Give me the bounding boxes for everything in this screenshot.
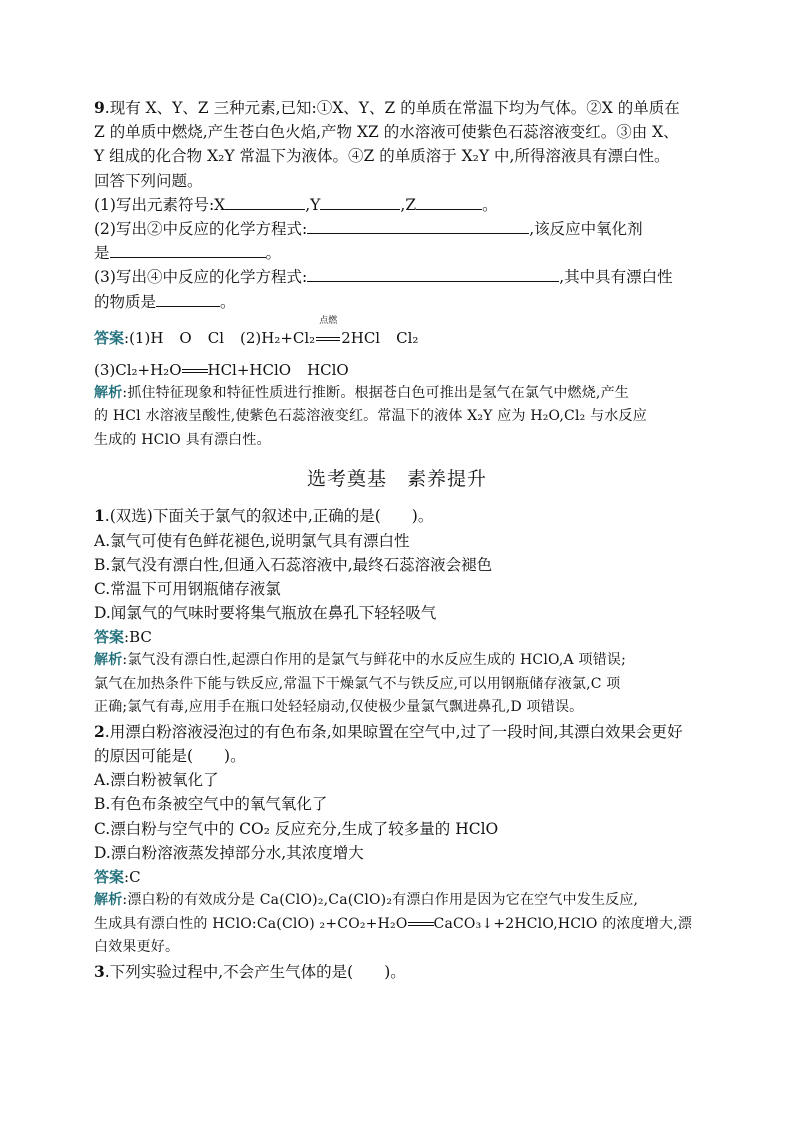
q9-sub3-line2: 的物质是 。 [94, 290, 700, 314]
question-9 [94, 96, 700, 452]
answer-blank-x[interactable] [225, 193, 305, 210]
q9-stem-line: 9.现有 X、Y、Z 三种元素,已知:①X、Y、Z 的单质在常温下均为气体。②X 的单质在 [94, 98, 680, 117]
equals-sign [408, 922, 434, 926]
question-number: 9 [94, 98, 105, 117]
answer-label: 答案 [94, 628, 125, 647]
answer-label: 答案 [94, 868, 125, 887]
worksheet-page [94, 96, 700, 984]
option-c[interactable]: C.漂白粉与空气中的 CO₂ 反应充分,生成了较多量的 HClO [94, 819, 499, 838]
answer-label: 答案 [94, 328, 125, 347]
q2-explanation: 解析:漂白粉的有效成分是 Ca(ClO)₂,Ca(ClO)₂有漂白作用是因为它在空气中发生反应, 生成具有漂白性的 HClO:Ca(ClO) ₂+CO₂+H₂O CaCO₃↓+2HClO,HClO 的浓度增大,漂 白效果更好。 [94, 892, 693, 956]
explanation-label: 解析 [94, 652, 123, 669]
question-number: 2 [94, 721, 105, 741]
question-1 [94, 504, 700, 720]
equals-sign [182, 369, 208, 373]
q9-sub3: (3)写出④中反应的化学方程式: ,其中具有漂白性 [94, 265, 700, 289]
q9-stem-line: Y 组成的化合物 X₂Y 常温下为液体。④Z 的单质溶于 X₂Y 中,所得溶液具有漂白性。 [94, 147, 670, 166]
option-c[interactable]: C.常温下可用钢瓶储存液氯 [94, 579, 281, 598]
question-number: 3 [94, 961, 105, 981]
option-b[interactable]: B.有色布条被空气中的氧气氧化了 [94, 795, 328, 814]
q1-answer: 答案:BC [94, 628, 152, 647]
q9-sub2-line2: 是 。 [94, 241, 700, 265]
q2-stem-line: 2.用漂白粉溶液浸泡过的有色布条,如果晾置在空气中,过了一段时间,其漂白效果会更好 [94, 721, 683, 741]
section-title: 选考奠基 素养提升 [306, 468, 487, 491]
question-3 [94, 960, 700, 984]
question-2 [94, 720, 700, 960]
q9-stem-line: Z 的单质中燃烧,产生苍白色火焰,产物 XZ 的水溶液可使紫色石蕊溶液变红。③由 X、 [94, 123, 679, 142]
answer-blank-z[interactable] [416, 193, 482, 210]
reaction-condition-arrow [315, 315, 341, 350]
q9-answer-line2: (3)Cl₂+H₂O HCl+HClO HClO [94, 360, 349, 379]
answer-blank-y[interactable] [320, 193, 400, 210]
answer-blank-equation-4[interactable] [307, 265, 559, 282]
q2-answer: 答案:C [94, 868, 141, 887]
q9-sub2: (2)写出②中反应的化学方程式: ,该反应中氧化剂 [94, 217, 700, 241]
q9-answer: 答案:(1)H O Cl (2)H₂+Cl₂ 点燃 2HCl Cl₂ [94, 326, 700, 350]
option-d[interactable]: D.漂白粉溶液蒸发掉部分水,其浓度增大 [94, 843, 364, 862]
answer-blank-bleach[interactable] [156, 290, 220, 307]
q9-stem-line: 回答下列问题。 [94, 171, 203, 190]
reaction-condition-label: 点燃 [319, 315, 338, 326]
question-number: 1 [94, 506, 105, 526]
answer-blank-oxidant[interactable] [110, 241, 266, 258]
answer-blank-equation-2[interactable] [307, 217, 529, 234]
option-d[interactable]: D.闻氯气的气味时要将集气瓶放在鼻孔下轻轻吸气 [94, 604, 437, 623]
q9-explanation: 解析:抓住特征现象和特征性质进行推断。根据苍白色可推出是氢气在氯气中燃烧,产生 的 HCl 水溶液呈酸性,使紫色石蕊溶液变红。常温下的液体 X₂Y 应为 H₂O,Cl₂ 与水反应 生成的 HClO 具有漂白性。 [94, 384, 647, 448]
q9-sub1: (1)写出元素符号:X ,Y ,Z 。 [94, 193, 700, 217]
option-a[interactable]: A.漂白粉被氧化了 [94, 771, 219, 790]
explanation-label: 解析 [94, 384, 123, 401]
q2-stem-line: 的原因可能是( )。 [94, 747, 246, 766]
option-a[interactable]: A.氯气可使有色鲜花褪色,说明氯气具有漂白性 [94, 531, 410, 550]
option-b[interactable]: B.氯气没有漂白性,但通入石蕊溶液中,最终石蕊溶液会褪色 [94, 555, 493, 574]
q1-explanation: 解析:氯气没有漂白性,起漂白作用的是氯气与鲜花中的水反应生成的 HClO,A 项错误; 氯气在加热条件下能与铁反应,常温下干燥氯气不与铁反应,可以用钢瓶储存液氯,C 项 正确;氯气有毒,应用手在瓶口处轻轻扇动,仅使极少量氯气飘进鼻孔,D 项错误。 [94, 652, 627, 716]
q1-stem: 1.(双选)下面关于氯气的叙述中,正确的是( )。 [94, 506, 434, 526]
explanation-label: 解析 [94, 892, 123, 909]
q3-stem: 3.下列实验过程中,不会产生气体的是( )。 [94, 961, 406, 981]
